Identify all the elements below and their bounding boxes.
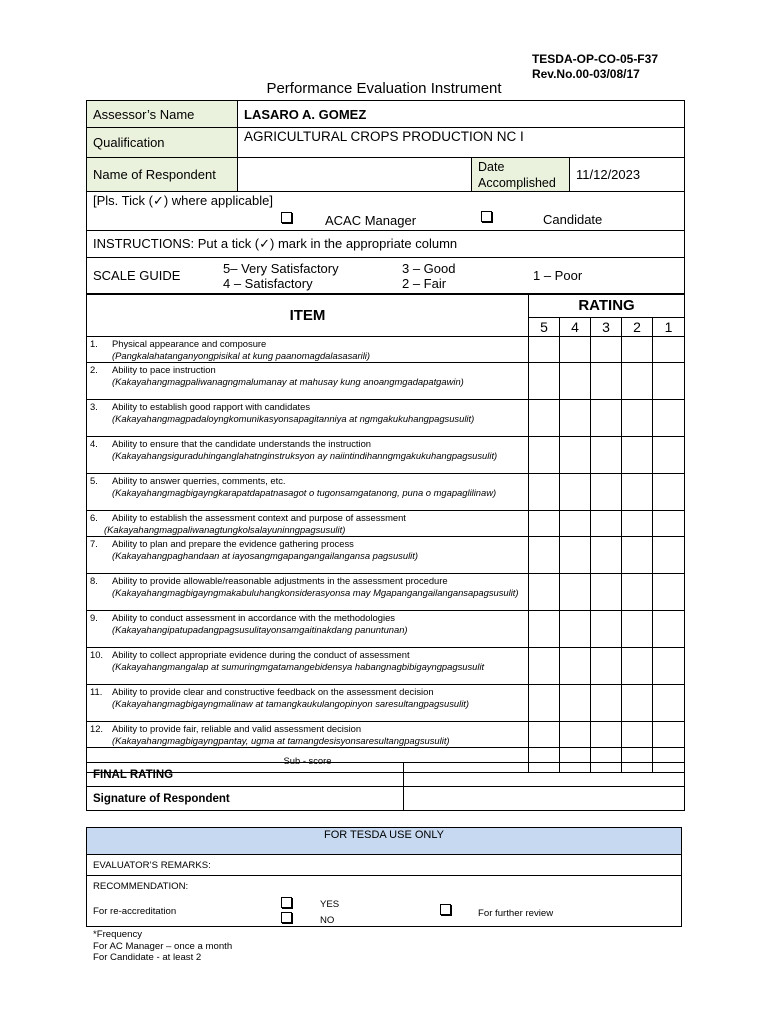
recommendation-cell [87,876,682,927]
rating-cell[interactable] [560,474,591,511]
date-label-line2: Accomplished [478,175,556,190]
date-value[interactable]: 11/12/2023 [570,158,685,192]
rating-cell[interactable] [591,611,622,648]
rating-cell[interactable] [591,648,622,685]
table-row [87,437,685,474]
item-text-cell [87,574,529,611]
rating-cell[interactable] [653,537,685,574]
item-text-cell [87,437,529,474]
item-number: 5. [90,475,98,486]
rating-cell[interactable] [622,363,653,400]
rating-cell[interactable] [653,511,685,537]
rating-column-header: 4 [560,318,591,337]
subscore-label: Sub - score [87,748,529,773]
rating-cell[interactable] [591,400,622,437]
table-row [87,574,685,611]
date-label-line1: Date [478,159,505,174]
rating-cell[interactable] [529,611,560,648]
rating-cell[interactable] [529,474,560,511]
rating-cell[interactable] [591,474,622,511]
item-text-cell [87,337,529,363]
footnote-line2: For AC Manager – once a month [93,940,233,952]
item-translation: (Pangkalahatanganyongpisikal at kung paanomagdalasasarili) [112,349,370,361]
reaccreditation-label: For re-accreditation [93,906,177,917]
rating-cell[interactable] [591,437,622,474]
rating-cell[interactable] [622,400,653,437]
item-text-cell [87,474,529,511]
rating-cell[interactable] [622,722,653,748]
rating-cell[interactable] [529,648,560,685]
form-code-block [532,52,658,82]
rating-cell[interactable] [653,685,685,722]
scale-5: 5– Very Satisfactory [223,261,339,276]
item-translation: (Kakayahangmagbigayngpantay, ugma at tamangdesisyonsaresultangpagsusulit) [112,734,450,746]
date-label [472,158,570,192]
table-row [87,611,685,648]
rating-cell[interactable] [591,722,622,748]
item-translation: (Kakayahangmagbigayngkarapatdapatnasagot o tugonsamgatanong, puna o mgapaglilinaw) [112,486,497,498]
further-review-label: For further review [478,908,554,919]
rating-column-header: 2 [622,318,653,337]
item-number: 10. [90,649,104,660]
no-label: NO [320,915,335,926]
rating-cell[interactable] [653,611,685,648]
rating-cell[interactable] [529,400,560,437]
table-row [87,722,685,748]
item-description: Ability to establish the assessment context and purpose of assessment [112,512,406,523]
rating-cell[interactable] [560,611,591,648]
item-text-cell [87,685,529,722]
rating-cell[interactable] [653,474,685,511]
rating-cell[interactable] [622,337,653,363]
rating-cell[interactable] [622,611,653,648]
rating-cell[interactable] [653,722,685,748]
rating-cell[interactable] [560,574,591,611]
item-number: 9. [90,612,98,623]
rating-cell[interactable] [560,722,591,748]
item-text-cell [87,363,529,400]
no-checkbox[interactable] [281,912,292,923]
assessor-value[interactable]: LASARO A. GOMEZ [238,101,685,128]
rating-cell[interactable] [560,337,591,363]
yes-label: YES [320,899,340,910]
assessor-label: Assessor’s Name [87,101,238,128]
rating-cell[interactable] [622,648,653,685]
footnote [93,929,232,964]
table-row [87,648,685,685]
item-description: Ability to pace instruction [112,364,216,375]
item-text-cell [87,722,529,748]
item-translation: (Kakayahangpaghandaan at iayosangmgapangangailangansa pagsusulit) [112,549,418,561]
rating-cell[interactable] [529,437,560,474]
scale-4: 4 – Satisfactory [223,276,313,291]
rating-cell[interactable] [653,648,685,685]
item-number: 6. [90,512,98,523]
rating-cell[interactable] [529,337,560,363]
rating-column-header: 1 [653,318,685,337]
rating-cell[interactable] [560,648,591,685]
item-number: 4. [90,438,98,449]
rating-cell[interactable] [591,685,622,722]
form-code: TESDA-OP-CO-05-F37 [531,52,658,66]
item-translation: (Kakayahangmagbigayngmakabuluhangkonsiderasyonsa may Mgapangangailangansapagsusulit) [112,586,519,598]
item-description: Ability to provide allowable/reasonable adjustments in the assessment procedure [112,575,448,586]
rating-cell[interactable] [653,337,685,363]
item-translation: (Kakayahangipatupadangpagsusulitayonsamgaitinakdang panuntunan) [112,623,408,635]
item-text-cell [87,611,529,648]
table-row [87,685,685,722]
rating-cell[interactable] [591,537,622,574]
rating-cell[interactable] [622,437,653,474]
tesda-use-table [86,827,682,927]
page-title: Performance Evaluation Instrument [266,80,502,97]
item-text-cell [87,511,529,537]
item-description: Ability to provide clear and constructive feedback on the assessment decision [112,686,434,697]
rating-cell[interactable] [560,437,591,474]
rating-cell[interactable] [591,363,622,400]
manager-checkbox[interactable] [281,212,292,223]
footnote-line3: For Candidate - at least 2 [93,952,202,963]
item-number: 12. [90,723,104,734]
rating-cell[interactable] [560,363,591,400]
scale-2: 2 – Fair [402,276,447,291]
item-text-cell [87,648,529,685]
rating-cell[interactable] [591,511,622,537]
table-row [87,400,685,437]
rating-cell[interactable] [529,537,560,574]
rating-cell[interactable] [653,574,685,611]
item-description: Ability to answer querries, comments, etc. [112,475,286,486]
item-description: Ability to establish good rapport with candidates [112,401,311,412]
rating-cell[interactable] [591,574,622,611]
respondent-label: Name of Respondent [87,158,238,192]
signature-label: Signature of Respondent [87,787,404,811]
item-translation: (Kakayahangmagbigayngmalinaw at tamangkaukulangopinyon saresultangpagsusulit) [112,697,470,709]
item-number: 8. [90,575,98,586]
rating-header: RATING [529,294,685,318]
table-row [87,537,685,574]
item-translation: (Kakayahangmagpadaloyngkomunikasyonsapagitanniya at ngmgakukuhangpagsusulit) [112,412,475,424]
rating-cell[interactable] [622,511,653,537]
item-text-cell [87,400,529,437]
item-number: 1. [90,338,98,349]
rating-cell[interactable] [529,722,560,748]
item-header: ITEM [87,294,529,337]
yes-checkbox[interactable] [281,897,292,908]
respondent-value[interactable] [238,158,472,192]
rating-column-header: 5 [529,318,560,337]
item-translation: (Kakayahangmangalap at sumuringmgatamangebidensya habangnagbibigayngpagsusulit [112,660,485,672]
qualification-value[interactable]: AGRICULTURAL CROPS PRODUCTION NC I [238,128,685,158]
item-number: 3. [90,401,98,412]
scale-3: 3 – Good [402,261,456,276]
rating-cell[interactable] [529,363,560,400]
rating-cell[interactable] [653,400,685,437]
item-translation: (Kakayahangsiguraduhinganglahatnginstruksyon ay naiintindihanngmgakukuhangpagsusulit) [112,449,498,461]
recommendation-label: RECOMMENDATION: [93,881,189,892]
footnote-line1: *Frequency [93,929,143,940]
rating-cell[interactable] [622,574,653,611]
rating-cell[interactable] [591,337,622,363]
item-text-cell [87,537,529,574]
item-description: Ability to plan and prepare the evidence gathering process [112,538,354,549]
table-row [87,337,685,363]
revision-number: Rev.No.00-03/08/17 [531,67,640,81]
scale-guide [87,258,685,295]
item-number: 11. [90,686,103,697]
rating-cell[interactable] [653,363,685,400]
rating-cell[interactable] [529,685,560,722]
rating-cell[interactable] [560,400,591,437]
tick-row [87,192,685,231]
rating-cell[interactable] [560,685,591,722]
table-row [87,474,685,511]
rating-cell[interactable] [622,474,653,511]
item-description: Ability to conduct assessment in accordance with the methodologies [112,612,395,623]
rating-table [86,293,685,773]
table-row [87,511,685,537]
item-description: Ability to collect appropriate evidence during the conduct of assessment [112,649,410,660]
candidate-checkbox[interactable] [481,211,492,222]
item-number: 2. [90,364,98,375]
further-review-checkbox[interactable] [440,904,451,915]
item-translation: (Kakayahangmagpaliwanagtungkolsalayuninngpagsusulit) [104,523,346,535]
item-description: Ability to provide fair, reliable and valid assessment decision [112,723,362,734]
candidate-option-label: Candidate [543,212,603,227]
rating-cell[interactable] [622,685,653,722]
tick-note: [Pls. Tick (✓) where applicable] [93,193,273,208]
rating-cell[interactable] [560,537,591,574]
final-table [86,762,685,811]
rating-cell[interactable] [560,511,591,537]
instructions: INSTRUCTIONS: Put a tick (✓) mark in the appropriate column [87,231,685,258]
rating-cell[interactable] [529,511,560,537]
evaluator-remarks[interactable]: EVALUATOR’S REMARKS: [87,855,682,876]
item-description: Ability to ensure that the candidate understands the instruction [112,438,372,449]
qualification-label: Qualification [87,128,238,158]
tesda-heading: FOR TESDA USE ONLY [87,828,682,855]
final-rating-label: FINAL RATING [87,763,404,787]
rating-cell[interactable] [653,437,685,474]
table-row [87,363,685,400]
info-table [86,100,685,295]
item-translation: (Kakayahangmagpaliwanagngmalumanay at mahusay kung anoangmgadapatgawin) [112,375,464,387]
manager-option-label: ACAC Manager [325,213,417,228]
scale-1: 1 – Poor [533,268,583,283]
item-description: Physical appearance and composure [112,338,267,349]
scale-label: SCALE GUIDE [93,268,181,283]
item-number: 7. [90,538,98,549]
final-rating-value[interactable] [404,763,685,787]
rating-cell[interactable] [529,574,560,611]
rating-cell[interactable] [622,537,653,574]
rating-column-header: 3 [591,318,622,337]
signature-value[interactable] [404,787,685,811]
